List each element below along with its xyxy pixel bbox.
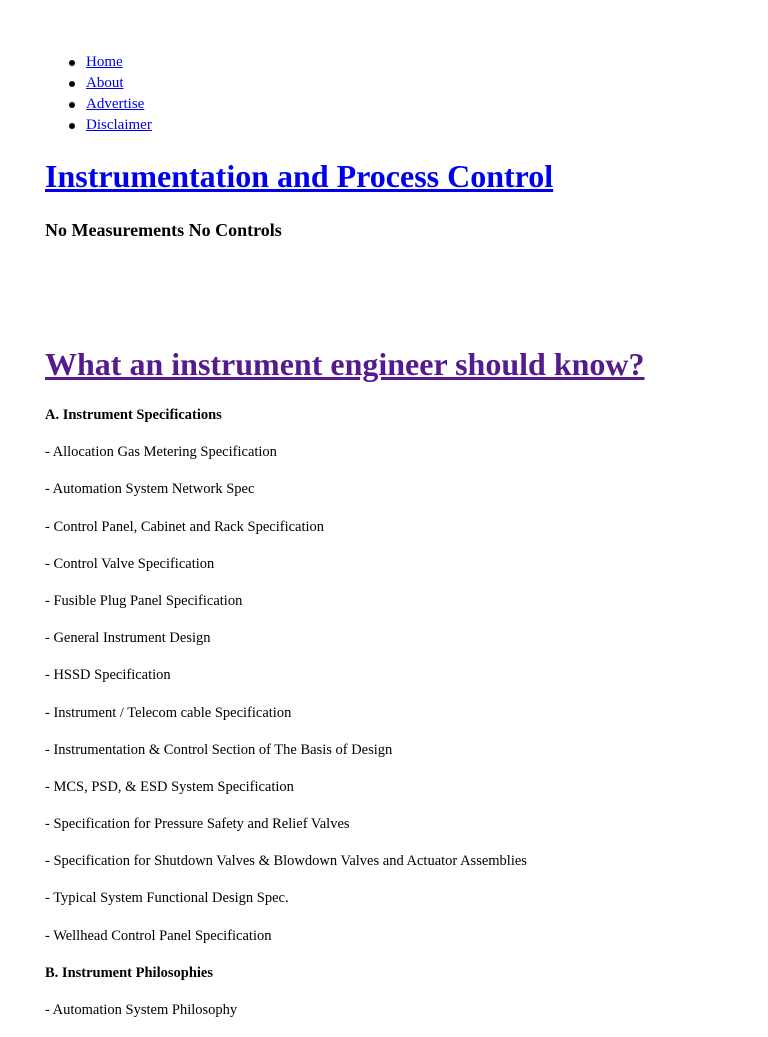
spec-list-item: - Typical System Functional Design Spec. <box>45 890 289 907</box>
spec-list-item: - Control Valve Specification <box>45 555 215 572</box>
spec-list-item: - Fusible Plug Panel Specification <box>45 592 243 609</box>
bullet-icon <box>69 102 75 108</box>
nav-link-home[interactable]: Home <box>86 54 123 70</box>
post-title <box>45 344 645 384</box>
nav-link-advertise[interactable]: Advertise <box>86 96 145 112</box>
spec-list-item: - Control Panel, Cabinet and Rack Specification <box>45 518 325 535</box>
spec-list-item: - Specification for Shutdown Valves & Blowdown Valves and Actuator Assemblies <box>45 853 527 870</box>
spec-list-item: - Automation System Philosophy <box>45 1002 238 1018</box>
post-content <box>45 405 745 1037</box>
nav-item-disclaimer <box>86 115 152 136</box>
site-title-link[interactable]: Instrumentation and Process Control <box>45 158 554 194</box>
spec-list-item: - General Instrument Design <box>45 630 211 647</box>
nav-link-about[interactable]: About <box>86 75 124 91</box>
spec-list-item: - Allocation Gas Metering Specification <box>45 444 277 461</box>
spec-list-item: - Specification for Pressure Safety and Relief Valves <box>45 816 350 833</box>
post-title-link[interactable]: What an instrument engineer should know? <box>45 346 645 382</box>
bullet-icon <box>69 81 75 87</box>
site-title <box>45 156 553 196</box>
site-tagline: No Measurements No Controls <box>45 220 282 240</box>
spec-list-item: - HSSD Specification <box>45 667 171 684</box>
spec-list-item: - Instrument / Telecom cable Specification <box>45 704 292 721</box>
nav-item-home <box>86 52 152 73</box>
spec-list-item: - Wellhead Control Panel Specification <box>45 927 272 944</box>
nav-item-about <box>86 73 152 94</box>
bullet-icon <box>69 60 75 66</box>
nav-item-advertise <box>86 94 152 115</box>
spec-list-item: - Automation System Network Spec <box>45 481 255 498</box>
bullet-icon <box>69 123 75 129</box>
spec-list-item: - Instrumentation & Control Section of The Basis of Design <box>45 741 393 758</box>
section-heading: B. Instrument Philosophies <box>45 964 213 981</box>
top-nav <box>86 52 152 136</box>
nav-link-disclaimer[interactable]: Disclaimer <box>86 117 152 133</box>
section-heading: A. Instrument Specifications <box>45 407 222 423</box>
spec-list-item: - MCS, PSD, & ESD System Specification <box>45 778 294 795</box>
